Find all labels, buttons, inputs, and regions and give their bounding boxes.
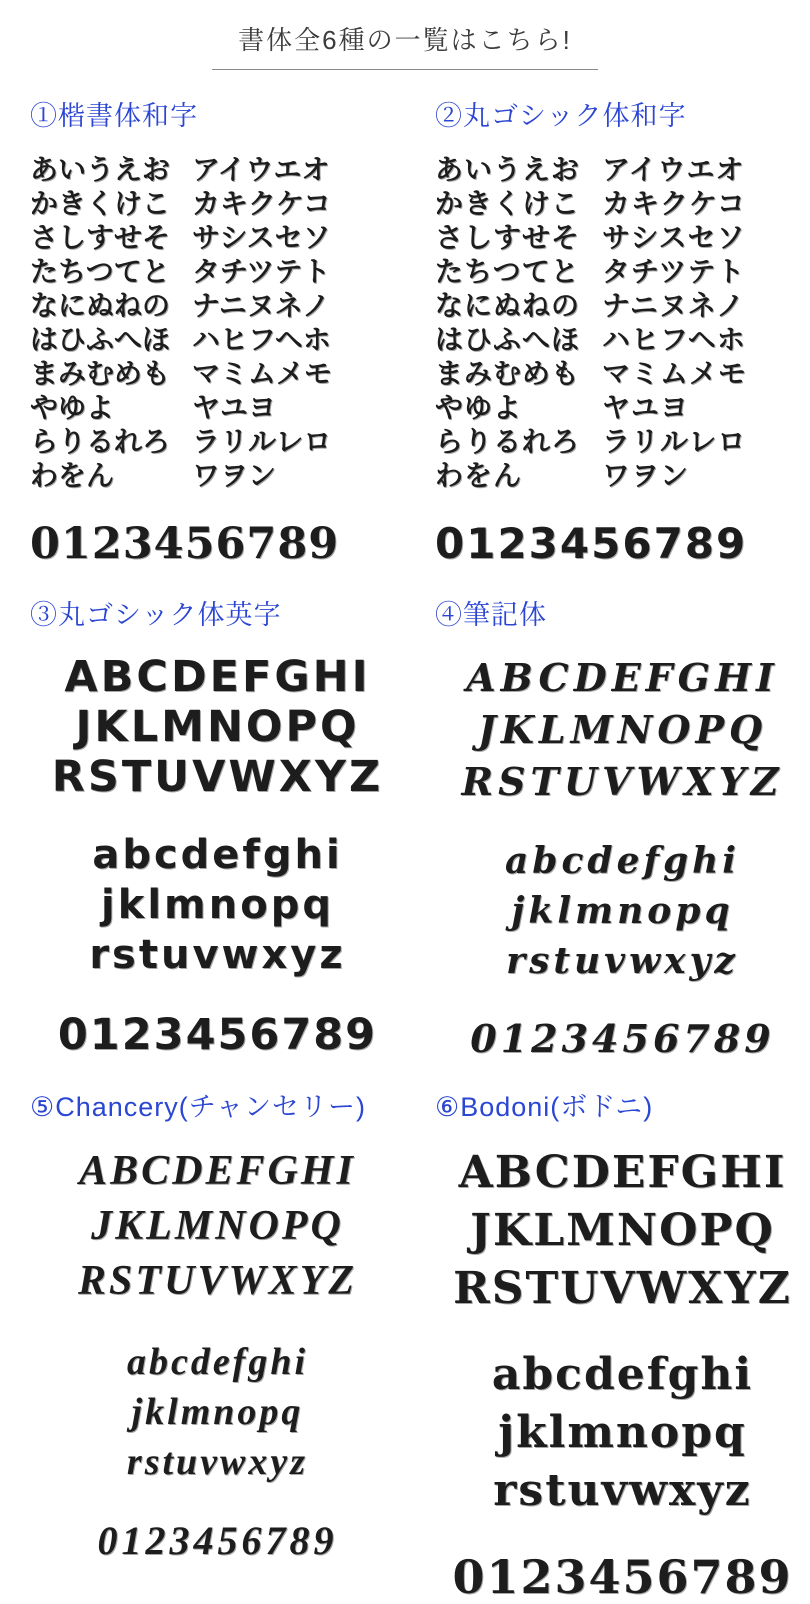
katakana-row: ハヒフヘホ bbox=[192, 323, 331, 356]
uppercase-row: RSTUVWXYZ bbox=[453, 1263, 792, 1314]
lowercase-block bbox=[30, 830, 405, 980]
section-heading-marugothic-kana: ②丸ゴシック体和字 bbox=[435, 101, 687, 131]
lowercase-block bbox=[30, 1337, 405, 1487]
uppercase-row: ABCDEFGHI bbox=[64, 652, 371, 702]
numeral-sample: 0123456789 bbox=[452, 1550, 793, 1604]
lowercase-row: jklmnopq bbox=[101, 882, 334, 928]
section-bodoni bbox=[435, 1085, 810, 1604]
katakana-row: ラリルレロ bbox=[192, 425, 332, 458]
lowercase-row: rstuvwxyz bbox=[89, 932, 346, 978]
numeral-sample: 0123456789 bbox=[30, 519, 340, 569]
katakana-row: サシスセソ bbox=[192, 221, 331, 254]
hiragana-column bbox=[435, 153, 580, 493]
lowercase-row: abcdefghi bbox=[92, 832, 343, 878]
katakana-row: カキクケコ bbox=[192, 187, 331, 220]
section-marugothic-latin bbox=[30, 593, 405, 1061]
font-sections-grid bbox=[0, 70, 810, 1604]
latin-sample-cursive bbox=[435, 652, 810, 1061]
hiragana-row: まみむめも bbox=[435, 357, 581, 390]
lowercase-row: abcdefghi bbox=[126, 1341, 309, 1383]
uppercase-row: JKLMNOPQ bbox=[477, 707, 768, 752]
numeral-sample: 0123456789 bbox=[470, 1016, 775, 1061]
lowercase-block bbox=[435, 1346, 810, 1520]
lowercase-row: jklmnopq bbox=[498, 1407, 747, 1458]
uppercase-row: JKLMNOPQ bbox=[470, 1205, 775, 1256]
hiragana-row: たちつてと bbox=[30, 255, 170, 288]
section-heading-marugothic-latin: ③丸ゴシック体英字 bbox=[30, 600, 282, 630]
katakana-column bbox=[192, 153, 332, 493]
hiragana-row: あいうえお bbox=[30, 153, 171, 186]
uppercase-row: RSTUVWXYZ bbox=[461, 759, 784, 804]
katakana-row: ラリルレロ bbox=[602, 425, 747, 458]
hiragana-row: らりるれろ bbox=[30, 425, 171, 458]
section-heading-cursive: ④筆記体 bbox=[435, 600, 547, 630]
katakana-row: マミムメモ bbox=[602, 357, 748, 390]
katakana-row: ナニヌネノ bbox=[192, 289, 331, 322]
hiragana-row: やゆよ bbox=[435, 391, 523, 424]
katakana-row: ハヒフヘホ bbox=[602, 323, 746, 356]
hiragana-row: やゆよ bbox=[30, 391, 115, 424]
latin-sample-bodoni bbox=[435, 1144, 810, 1604]
uppercase-row: RSTUVWXYZ bbox=[51, 752, 384, 802]
hiragana-column bbox=[30, 153, 170, 493]
title-area bbox=[0, 16, 810, 70]
section-chancery bbox=[30, 1085, 405, 1604]
uppercase-row: JKLMNOPQ bbox=[75, 702, 360, 752]
hiragana-row: はひふへほ bbox=[435, 323, 581, 356]
latin-sample-marugothic bbox=[30, 652, 405, 1060]
katakana-row: ヤユヨ bbox=[602, 391, 690, 424]
lowercase-row: abcdefghi bbox=[504, 840, 740, 882]
uppercase-row: RSTUVWXYZ bbox=[77, 1258, 358, 1304]
latin-sample-chancery bbox=[30, 1144, 405, 1564]
hiragana-row: たちつてと bbox=[435, 255, 580, 288]
section-heading-bodoni: ⑥Bodoni(ボドニ) bbox=[435, 1092, 654, 1122]
uppercase-block bbox=[435, 1144, 810, 1318]
numeral-sample: 0123456789 bbox=[435, 519, 748, 568]
katakana-row: ワヲン bbox=[192, 459, 277, 492]
hiragana-row: まみむめも bbox=[30, 357, 171, 390]
lowercase-row: rstuvwxyz bbox=[506, 940, 739, 982]
lowercase-row: jklmnopq bbox=[511, 890, 734, 932]
katakana-row: ヤユヨ bbox=[192, 391, 277, 424]
hiragana-row: なにぬねの bbox=[30, 289, 171, 322]
lowercase-row: rstuvwxyz bbox=[126, 1441, 309, 1483]
uppercase-block bbox=[435, 652, 810, 808]
section-marugothic-kana bbox=[435, 94, 810, 569]
uppercase-row: JKLMNOPQ bbox=[91, 1203, 344, 1249]
hiragana-row: かきくけこ bbox=[435, 187, 581, 220]
katakana-row: アイウエオ bbox=[602, 153, 745, 186]
kana-sample-kaisho bbox=[30, 153, 405, 493]
hiragana-row: かきくけこ bbox=[30, 187, 171, 220]
section-heading-chancery: ⑤Chancery(チャンセリー) bbox=[30, 1092, 366, 1122]
hiragana-row: さしすせそ bbox=[30, 221, 171, 254]
hiragana-row: あいうえお bbox=[435, 153, 581, 186]
katakana-row: タチツテト bbox=[602, 255, 746, 288]
lowercase-row: jklmnopq bbox=[131, 1391, 304, 1433]
hiragana-row: らりるれろ bbox=[435, 425, 581, 458]
uppercase-block bbox=[30, 1144, 405, 1309]
kana-sample-marugothic bbox=[435, 153, 810, 493]
hiragana-row: わをん bbox=[435, 459, 523, 492]
lowercase-block bbox=[435, 836, 810, 986]
hiragana-row: わをん bbox=[30, 459, 115, 492]
numeral-sample: 0123456789 bbox=[97, 1518, 338, 1563]
lowercase-row: rstuvwxyz bbox=[493, 1465, 752, 1516]
katakana-row: アイウエオ bbox=[192, 153, 330, 186]
hiragana-row: なにぬねの bbox=[435, 289, 581, 322]
lowercase-row: abcdefghi bbox=[491, 1349, 754, 1400]
section-cursive-latin bbox=[435, 593, 810, 1061]
katakana-row: ナニヌネノ bbox=[602, 289, 746, 322]
uppercase-row: ABCDEFGHI bbox=[458, 1147, 787, 1198]
hiragana-row: はひふへほ bbox=[30, 323, 171, 356]
katakana-row: タチツテト bbox=[192, 255, 331, 288]
uppercase-row: ABCDEFGHI bbox=[466, 655, 779, 700]
katakana-column bbox=[602, 153, 747, 493]
uppercase-block bbox=[30, 652, 405, 802]
hiragana-row: さしすせそ bbox=[435, 221, 581, 254]
section-kaisho-kana bbox=[30, 94, 405, 569]
numeral-sample: 0123456789 bbox=[57, 1010, 378, 1060]
katakana-row: カキクケコ bbox=[602, 187, 746, 220]
katakana-row: サシスセソ bbox=[602, 221, 746, 254]
section-heading-kaisho-kana: ①楷書体和字 bbox=[30, 101, 198, 131]
katakana-row: ワヲン bbox=[602, 459, 690, 492]
katakana-row: マミムメモ bbox=[192, 357, 333, 390]
uppercase-row: ABCDEFGHI bbox=[79, 1148, 356, 1194]
page-title: 書体全6種の一覧はこちら! bbox=[212, 16, 598, 70]
